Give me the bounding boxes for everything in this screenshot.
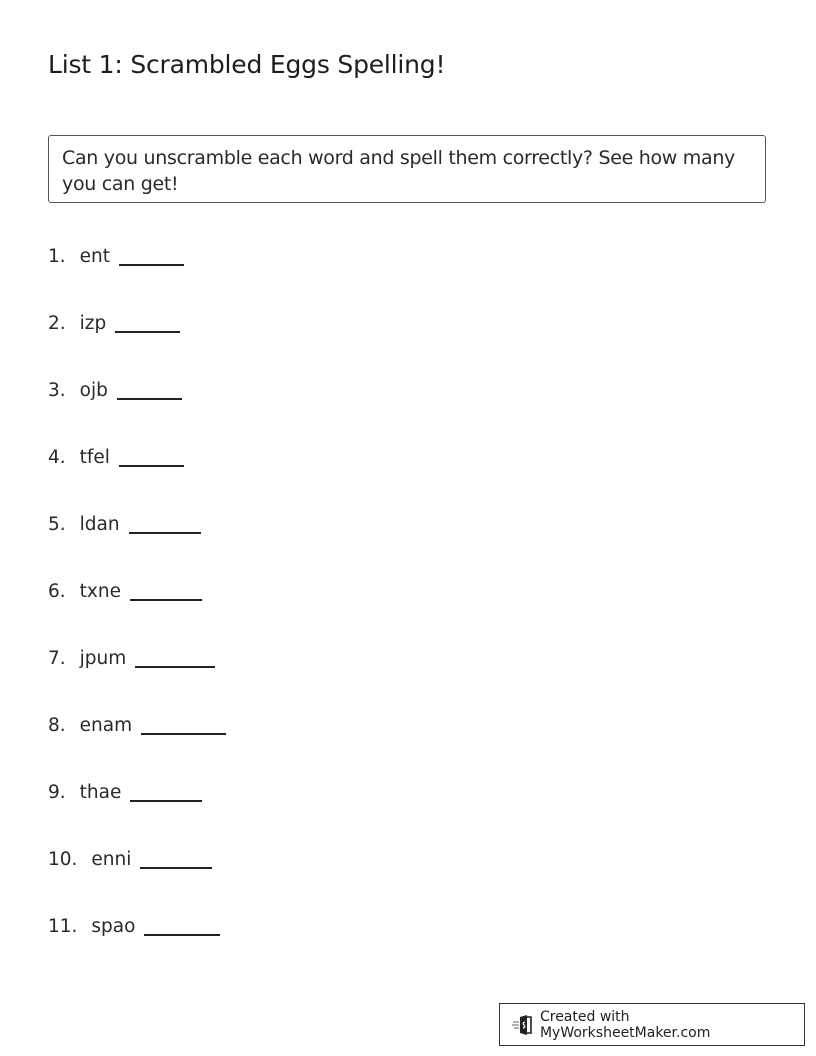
question-item — [48, 782, 202, 803]
page-title: List 1: Scrambled Eggs Spelling! — [48, 50, 446, 79]
question-item — [48, 581, 202, 602]
scrambled-word: tfel — [79, 447, 110, 468]
question-item — [48, 313, 180, 334]
answer-blank[interactable] — [130, 800, 202, 802]
scrambled-word: ldan — [79, 514, 120, 535]
scrambled-word: jpum — [79, 648, 127, 669]
answer-blank[interactable] — [140, 867, 212, 869]
question-number: 1. — [48, 246, 66, 267]
answer-blank[interactable] — [115, 331, 180, 333]
scrambled-word: ojb — [79, 380, 108, 401]
scrambled-word: enam — [79, 715, 133, 736]
question-item — [48, 916, 220, 937]
question-number: 7. — [48, 648, 66, 669]
question-number: 8. — [48, 715, 66, 736]
footer-text: Created with MyWorksheetMaker.com — [539, 1008, 711, 1041]
answer-blank[interactable] — [135, 666, 215, 668]
scrambled-word: thae — [79, 782, 122, 803]
worksheet-maker-logo-icon — [512, 1014, 534, 1036]
scrambled-word: txne — [79, 581, 121, 602]
question-number: 4. — [48, 447, 66, 468]
question-number: 11. — [48, 916, 78, 937]
answer-blank[interactable] — [117, 398, 182, 400]
answer-blank[interactable] — [119, 264, 184, 266]
question-item — [48, 715, 226, 736]
question-item — [48, 447, 184, 468]
scrambled-word: ent — [79, 246, 111, 267]
scrambled-word: izp — [79, 313, 107, 334]
answer-blank[interactable] — [119, 465, 184, 467]
answer-blank[interactable] — [130, 599, 202, 601]
answer-blank[interactable] — [129, 532, 201, 534]
question-number: 9. — [48, 782, 66, 803]
answer-blank[interactable] — [144, 934, 220, 936]
scrambled-word: spao — [91, 916, 136, 937]
question-item — [48, 648, 215, 669]
footer-credit — [499, 1003, 805, 1046]
question-number: 10. — [48, 849, 78, 870]
question-item — [48, 380, 182, 401]
question-item — [48, 514, 201, 535]
instructions-box: Can you unscramble each word and spell them correctly? See how many you can get! — [48, 135, 766, 203]
question-number: 3. — [48, 380, 66, 401]
question-item — [48, 849, 212, 870]
question-item — [48, 246, 184, 267]
scrambled-word: enni — [91, 849, 132, 870]
question-number: 2. — [48, 313, 66, 334]
question-number: 6. — [48, 581, 66, 602]
question-number: 5. — [48, 514, 66, 535]
answer-blank[interactable] — [141, 733, 226, 735]
